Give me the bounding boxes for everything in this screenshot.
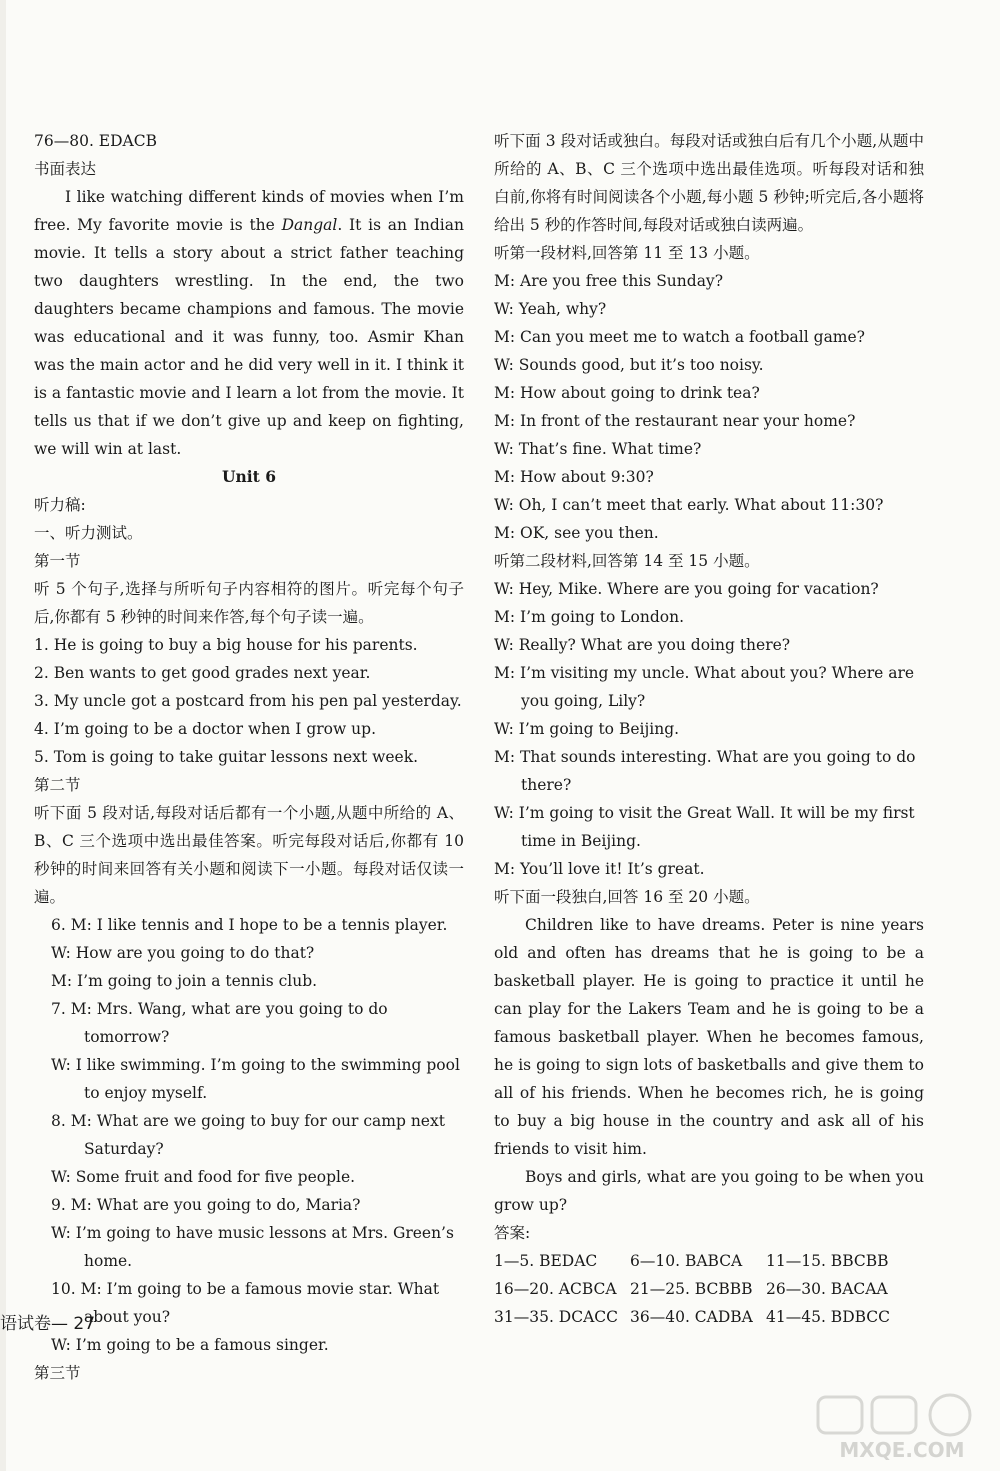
monologue-intro: 听下面一段独白,回答 16 至 20 小题。 (494, 888, 760, 906)
answers-76-80: 76—80. EDACB (34, 132, 157, 150)
dialogue-line: M: OK, see you then. (494, 524, 659, 542)
dialogue-text: W: I’m going to be a famous singer. (51, 1336, 329, 1354)
dialogue-line: W: Really? What are you doing there? (494, 636, 791, 654)
dialogue-text: M: What are we going to buy for our camp next Saturday? (70, 1112, 445, 1158)
right-column (494, 127, 924, 1331)
dialogue-text: M: What are you going to do, Maria? (70, 1196, 361, 1214)
answer-key (494, 1247, 924, 1331)
answer-row (494, 1303, 924, 1331)
dialogue-text: W: Some fruit and food for five people. (51, 1168, 356, 1186)
dialogue-text: M: Mrs. Wang, what are you going to do tomorrow? (70, 1000, 388, 1046)
dialogue-line (34, 1331, 464, 1359)
dialogue-line: W: That’s fine. What time? (494, 440, 702, 458)
answers-label: 答案: (494, 1224, 531, 1242)
dialogue-line: W: Yeah, why? (494, 300, 607, 318)
dialogue-line: M: You’ll love it! It’s great. (494, 860, 705, 878)
dialogue-line (34, 1191, 464, 1219)
dialogue-line (34, 1051, 464, 1107)
dialogue-line (34, 1163, 464, 1191)
page-footer: 语试卷— 27 (0, 1314, 96, 1334)
binding-edge (0, 0, 6, 1471)
essay-paragraph: I like watching different kinds of movies when I’m free. My favorite movie is the Dangal. It is an Indian movie. It tells a story about a strict father teaching two daughters wrestling. In the end, the two daughters became champions and famous. The movie was educational and it was funny, too. Asmir Khan was the main actor and he did very well in it. I think it is a fantastic movie and I learn a lot from the movie. It tells us that if we don’t give up and keep on fighting, we will win at last. (34, 188, 464, 458)
dialogue-line (34, 1107, 464, 1163)
dialogue-line: W: Hey, Mike. Where are you going for vacation? (494, 580, 879, 598)
part2-instructions: 听下面 5 段对话,每段对话后都有一个小题,从题中所给的 A、B、C 三个选项中选出最佳答案。听完每段对话后,你都有 10 秒钟的时间来回答有关小题和阅读下一小题。每段对话仅读一遍。 (34, 804, 464, 906)
dialogue-line: M: How about going to drink tea? (494, 384, 760, 402)
answer-cell: 31—35. DCACC (494, 1308, 618, 1326)
answer-row (494, 1275, 924, 1303)
dialogue-line (34, 1275, 464, 1331)
dialogue-text: W: I like swimming. I’m going to the swimming pool to enjoy myself. (51, 1056, 460, 1102)
part1-instructions: 听 5 个句子,选择与所听句子内容相符的图片。听完每个句子后,你都有 5 秒钟的时间来作答,每个句子读一遍。 (34, 580, 464, 626)
part1-heading: 第一节 (34, 552, 81, 570)
answer-cell: 1—5. BEDAC (494, 1252, 598, 1270)
monologue-paragraph-1: Children like to have dreams. Peter is nine years old and often has dreams that he is going to be a basketball player. He is going to practice it until he can play for the Lakers Team and he is going to be a famous basketball player. When he becomes famous, he is going to sign lots of basketballs and give them to all of his friends. When he becomes rich, he is going to buy a big house in the country and ask all of his friends to visit him. (494, 916, 924, 1158)
dialogue-line: M: That sounds interesting. What are you going to do there? (494, 748, 916, 794)
dialogue-line: W: Oh, I can’t meet that early. What about 11:30? (494, 496, 884, 514)
answer-row (494, 1247, 924, 1275)
dialogue-number: 10. (51, 1280, 76, 1298)
dialogue-text: W: I’m going to have music lessons at Mrs. Green’s home. (51, 1224, 454, 1270)
sentence-item: 1. He is going to buy a big house for his parents. (34, 636, 418, 654)
section-test: 一、听力测试。 (34, 524, 143, 542)
sentence-item: 2. Ben wants to get good grades next year. (34, 664, 371, 682)
dialogue-number: 7. (51, 1000, 66, 1018)
answer-cell: 41—45. BDBCC (766, 1308, 891, 1326)
watermark-text: MXQE.COM (839, 1438, 965, 1462)
answer-cell: 26—30. BACAA (766, 1280, 888, 1298)
dialogue-line (34, 939, 464, 967)
dialogue-line (34, 911, 464, 939)
answer-cell: 36—40. CADBA (630, 1308, 753, 1326)
movie-title: Dangal (281, 216, 338, 234)
dialogue-line: M: I’m visiting my uncle. What about you? Where are you going, Lily? (494, 664, 915, 710)
dialogue-line (34, 1219, 464, 1275)
dialogue-line: M: Are you free this Sunday? (494, 272, 724, 290)
dialogue-line: M: I’m going to London. (494, 608, 684, 626)
sentence-list (34, 631, 464, 771)
script-label: 听力稿: (34, 496, 86, 514)
dialogue-line: W: I’m going to visit the Great Wall. It will be my first time in Beijing. (494, 804, 915, 850)
dialogue-line: M: Can you meet me to watch a football game? (494, 328, 865, 346)
part2-heading: 第二节 (34, 776, 81, 794)
dialogue-line: M: How about 9:30? (494, 468, 654, 486)
part3-instructions: 听下面 3 段对话或独白。每段对话或独白后有几个小题,从题中所给的 A、B、C 三个选项中选出最佳选项。听每段对话和独白前,你将有时间阅读各个小题,每小题 5 秒钟;听完后,各小题将给出 5 秒的作答时间,每段对话或独白读两遍。 (494, 132, 924, 234)
dialogue-text: M: I like tennis and I hope to be a tennis player. (70, 916, 448, 934)
dialogue-list (34, 911, 464, 1359)
sentence-item: 5. Tom is going to take guitar lessons next week. (34, 748, 419, 766)
dialogue-text: M: I’m going to join a tennis club. (51, 972, 318, 990)
answer-cell: 21—25. BCBBB (630, 1280, 753, 1298)
dialogue-text: M: I’m going to be a famous movie star. What about you? (80, 1280, 440, 1326)
answer-cell: 11—15. BBCBB (766, 1252, 889, 1270)
dialogue-number: 6. (51, 916, 66, 934)
dialogue-line (34, 967, 464, 995)
dialogue-line: W: I’m going to Beijing. (494, 720, 680, 738)
dialogue-text: W: How are you going to do that? (51, 944, 315, 962)
material1-heading: 听第一段材料,回答第 11 至 13 小题。 (494, 244, 760, 262)
monologue-paragraph-2: Boys and girls, what are you going to be when you grow up? (494, 1168, 924, 1214)
sentence-item: 4. I’m going to be a doctor when I grow up. (34, 720, 377, 738)
dialogue2 (494, 575, 924, 883)
watermark-logo (810, 1393, 990, 1463)
dialogue-line: M: In front of the restaurant near your home? (494, 412, 856, 430)
unit-title: Unit 6 (221, 467, 276, 486)
left-column (34, 127, 464, 1387)
writing-heading: 书面表达 (34, 160, 97, 178)
material2-heading: 听第二段材料,回答第 14 至 15 小题。 (494, 552, 760, 570)
dialogue-line (34, 995, 464, 1051)
dialogue1 (494, 267, 924, 547)
dialogue-number: 8. (51, 1112, 66, 1130)
dialogue-number: 9. (51, 1196, 66, 1214)
answer-cell: 6—10. BABCA (630, 1252, 743, 1270)
answer-cell: 16—20. ACBCA (494, 1280, 617, 1298)
sentence-item: 3. My uncle got a postcard from his pen pal yesterday. (34, 692, 462, 710)
part3-heading: 第三节 (34, 1364, 81, 1382)
dialogue-line: W: Sounds good, but it’s too noisy. (494, 356, 764, 374)
